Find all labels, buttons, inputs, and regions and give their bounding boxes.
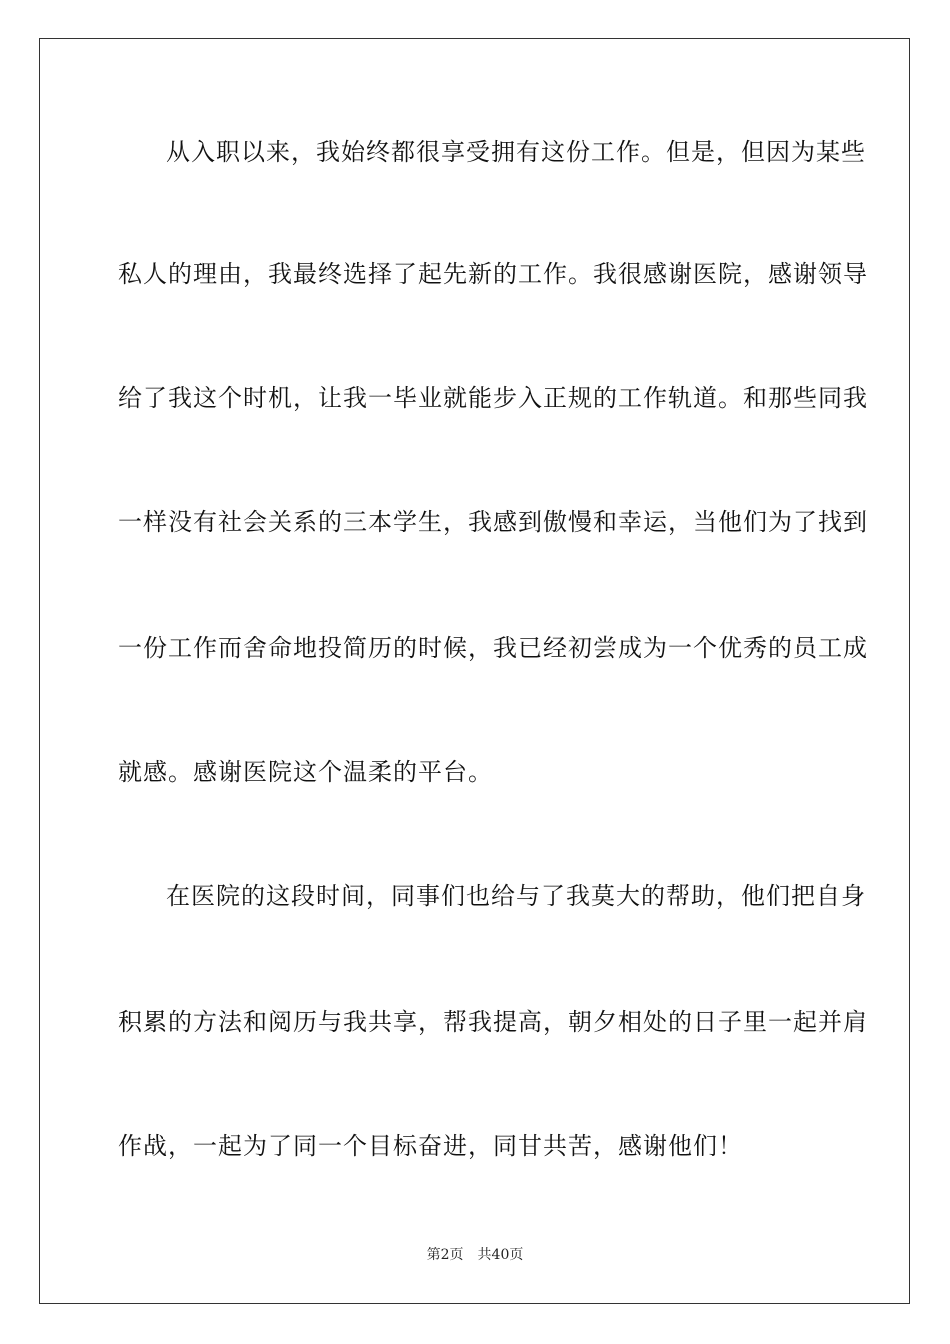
text-line: 一样没有社会关系的三本学生，我感到傲慢和幸运，当他们为了找到 [118, 508, 868, 536]
text-line: 给了我这个时机，让我一毕业就能步入正规的工作轨道。和那些同我 [118, 384, 868, 412]
text-line: 在医院的这段时间，同事们也给与了我莫大的帮助，他们把自身 [166, 882, 866, 910]
text-line: 就感。感谢医院这个温柔的平台。 [118, 758, 493, 786]
page-footer [0, 1246, 950, 1264]
page-total: 共40页 [477, 1247, 524, 1263]
text-line: 一份工作而舍命地投简历的时候，我已经初尝成为一个优秀的员工成 [118, 634, 868, 662]
page-border [39, 38, 910, 1304]
text-line: 作战，一起为了同一个目标奋进，同甘共苦，感谢他们！ [118, 1132, 743, 1160]
text-line: 积累的方法和阅历与我共享，帮我提高，朝夕相处的日子里一起并肩 [118, 1008, 868, 1036]
text-line: 从入职以来，我始终都很享受拥有这份工作。但是，但因为某些 [166, 138, 866, 166]
page-number: 第2页 [426, 1247, 464, 1263]
text-line: 私人的理由，我最终选择了起先新的工作。我很感谢医院，感谢领导 [118, 260, 868, 288]
